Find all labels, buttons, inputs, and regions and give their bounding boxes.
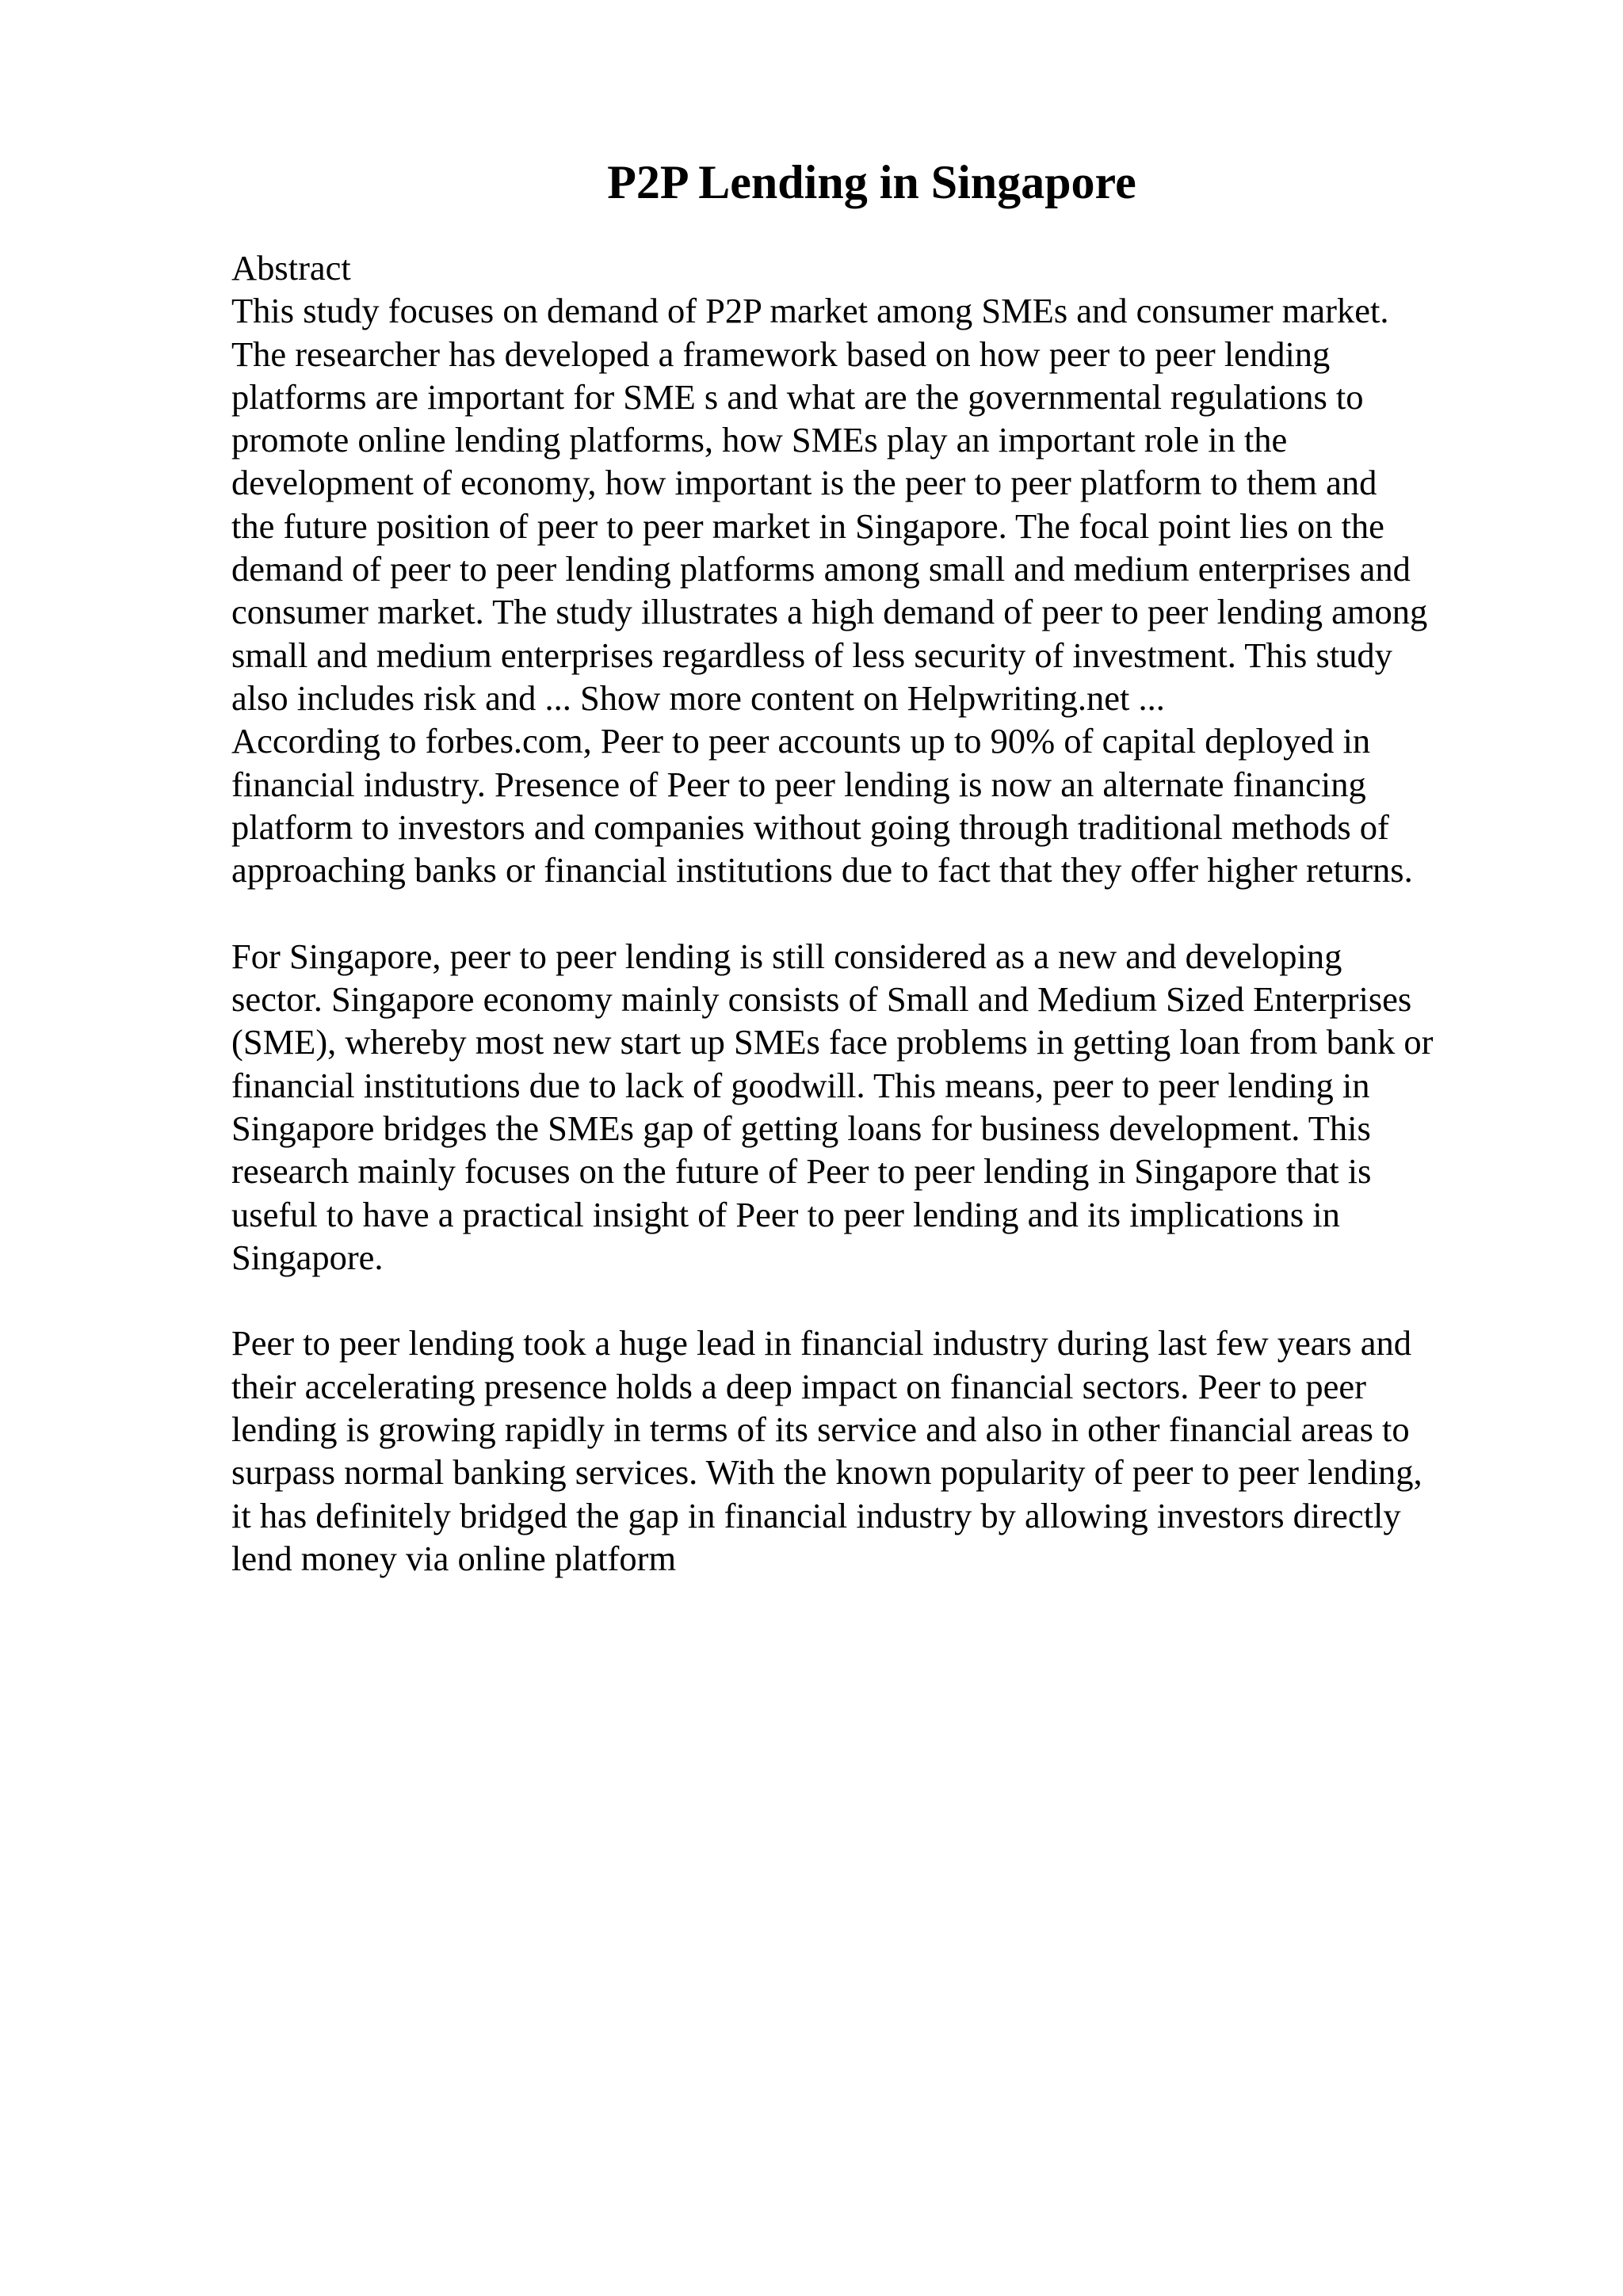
paragraph-line: According to forbes.com, Peer to peer accounts up to 90% of capital deployed in xyxy=(231,721,1371,761)
paragraph-line: their accelerating presence holds a deep impact on financial sectors. Peer to peer xyxy=(231,1366,1366,1406)
paragraph-line: research mainly focuses on the future of Peer to peer lending in Singapore that is xyxy=(231,1151,1372,1192)
paragraph-line: small and medium enterprises regardless of less security of investment. This study xyxy=(231,635,1392,675)
paragraph-line: platform to investors and companies without going through traditional methods of xyxy=(231,807,1389,847)
paragraph-line: sector. Singapore economy mainly consists of Small and Medium Sized Enterprises xyxy=(231,979,1412,1020)
paragraph-line: Singapore. xyxy=(231,1237,384,1277)
paragraph-gap xyxy=(231,891,1623,934)
document-title: P2P Lending in Singapore xyxy=(607,156,1136,208)
paragraph-line: The researcher has developed a framework based on how peer to peer lending xyxy=(231,334,1331,374)
paragraph-line: financial institutions due to lack of goodwill. This means, peer to peer lending in xyxy=(231,1065,1370,1105)
abstract-heading: Abstract xyxy=(231,248,351,288)
paragraph-line: it has definitely bridged the gap in financial industry by allowing investors directly xyxy=(231,1495,1401,1535)
paragraph-line: promote online lending platforms, how SMEs play an important role in the xyxy=(231,420,1288,460)
paragraph-line: For Singapore, peer to peer lending is still considered as a new and developing xyxy=(231,936,1342,976)
paragraph-line: Peer to peer lending took a huge lead in financial industry during last few years and xyxy=(231,1323,1412,1363)
paragraph-line: This study focuses on demand of P2P market among SMEs and consumer market. xyxy=(231,291,1389,331)
paragraph-line: also includes risk and ... Show more content on Helpwriting.net ... xyxy=(231,677,1165,718)
paragraph-line: lending is growing rapidly in terms of its service and also in other financial areas to xyxy=(231,1409,1410,1450)
document-body xyxy=(231,246,1623,1580)
paragraph-gap xyxy=(231,1279,1623,1322)
paragraph-line: lend money via online platform xyxy=(231,1538,677,1578)
paragraph-line: platforms are important for SME s and what are the governmental regulations to xyxy=(231,376,1364,417)
paragraph-1 xyxy=(231,289,1623,891)
paragraph-line: Singapore bridges the SMEs gap of getting loans for business development. This xyxy=(231,1108,1371,1148)
paragraph-line: the future position of peer to peer market in Singapore. The focal point lies on the xyxy=(231,505,1384,546)
paragraph-2 xyxy=(231,935,1623,1279)
paragraph-line: useful to have a practical insight of Peer to peer lending and its implications in xyxy=(231,1194,1340,1234)
paragraph-line: (SME), whereby most new start up SMEs face problems in getting loan from bank or xyxy=(231,1022,1434,1062)
paragraph-line: financial industry. Presence of Peer to peer lending is now an alternate financing xyxy=(231,764,1366,804)
paragraph-3 xyxy=(231,1322,1623,1580)
paragraph-line: consumer market. The study illustrates a high demand of peer to peer lending among xyxy=(231,592,1428,632)
paragraph-line: demand of peer to peer lending platforms among small and medium enterprises and xyxy=(231,549,1411,589)
paragraph-line: approaching banks or financial institutions due to fact that they offer higher returns. xyxy=(231,850,1413,891)
paragraph-line: surpass normal banking services. With the known popularity of peer to peer lending, xyxy=(231,1452,1423,1493)
paragraph-line: development of economy, how important is the peer to peer platform to them and xyxy=(231,463,1377,503)
